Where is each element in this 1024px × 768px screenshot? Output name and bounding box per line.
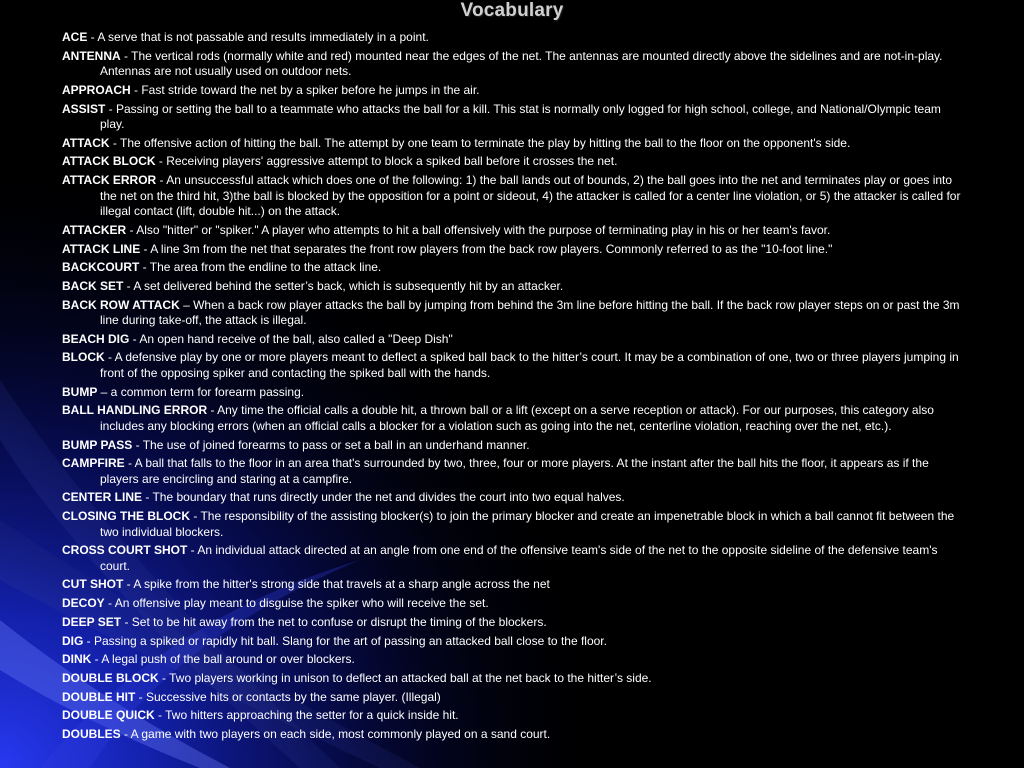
term-name: BEACH DIG: [62, 331, 130, 346]
vocabulary-item: [62, 350, 962, 381]
vocabulary-item: [62, 332, 962, 348]
vocabulary-item: [62, 279, 962, 295]
vocabulary-item: [62, 596, 962, 612]
term-name: ACE: [62, 30, 88, 44]
term-name: DOUBLE HIT: [62, 689, 136, 704]
term-name: BUMP: [62, 384, 98, 399]
term-definition: – a common term for forearm passing.: [97, 384, 305, 399]
vocabulary-item: [62, 490, 962, 506]
term-definition: - Two players working in unison to deflect an attacked ball at the net back to the hitter’s side.: [158, 670, 652, 685]
vocabulary-item: [62, 49, 962, 80]
term-name: ATTACK LINE: [62, 241, 141, 256]
term-definition: - The responsibility of the assisting blocker(s) to join the primary blocker and create an impenetrable block in which a ball cannot fit between the two individual blockers.: [100, 509, 955, 539]
term-definition: - Set to be hit away from the net to confuse or disrupt the timing of the blockers.: [121, 614, 547, 629]
term-definition: - Successive hits or contacts by the same player. (Illegal): [135, 689, 441, 704]
term-definition: - A serve that is not passable and results immediately in a point.: [87, 30, 429, 44]
vocabulary-item: [62, 242, 962, 258]
term-definition: - The area from the endline to the attack line.: [139, 260, 382, 275]
term-definition: – When a back row player attacks the ball by jumping from behind the 3m line before hitting the ball. If the back row player steps on or past the 3m line during take-off, the attack is illegal.: [100, 297, 960, 328]
vocabulary-item: [62, 30, 962, 46]
term-name: DINK: [62, 652, 92, 667]
term-definition: - A defensive play by one or more players meant to deflect a spiked ball back to the hitter’s court. It may be a combination of one, two or three players jumping in front of the opposing spiker and contacting the spiked ball with the hands.: [100, 350, 959, 380]
term-name: DOUBLE BLOCK: [62, 670, 159, 685]
term-name: CAMPFIRE: [62, 456, 125, 471]
vocabulary-list: [62, 30, 962, 746]
vocabulary-item: [62, 708, 962, 724]
term-name: BLOCK: [62, 350, 105, 365]
vocabulary-item: [62, 260, 962, 276]
vocabulary-item: [62, 403, 962, 434]
term-definition: - Any time the official calls a double hit, a thrown ball or a lift (except on a serve reception or attack). For our purposes, this category also includes any blocking errors (when an official calls a blocker for a violation such as going into the net, centerline violation, reaching over the net, etc.).: [100, 403, 934, 433]
vocabulary-item: [62, 615, 962, 631]
vocabulary-item: [62, 727, 962, 743]
term-name: CROSS COURT SHOT: [62, 543, 188, 558]
vocabulary-item: [62, 543, 962, 574]
term-name: ASSIST: [62, 101, 106, 116]
vocabulary-item: [62, 298, 962, 329]
vocabulary-item: [62, 577, 962, 593]
vocabulary-item: [62, 385, 962, 401]
slide-title: Vocabulary: [460, 0, 564, 21]
term-definition: - A line 3m from the net that separates the front row players from the back row players. Commonly referred to as the "10-foot line.": [140, 241, 833, 256]
term-name: DEEP SET: [62, 614, 122, 629]
term-definition: - The boundary that runs directly under the net and divides the court into two equal halves.: [142, 490, 625, 505]
term-name: ATTACKER: [62, 222, 127, 237]
vocabulary-item: [62, 173, 962, 220]
term-name: DECOY: [62, 596, 105, 611]
term-name: CLOSING THE BLOCK: [62, 509, 190, 524]
term-name: DOUBLE QUICK: [62, 708, 155, 723]
term-definition: - Two hitters approaching the setter for a quick inside hit.: [154, 708, 459, 723]
vocabulary-item: [62, 83, 962, 99]
vocabulary-item: [62, 456, 962, 487]
term-definition: - The vertical rods (normally white and red) mounted near the edges of the net. The antennas are mounted directly above the sidelines and are not-in-play. Antennas are not usually used on outdoor nets.: [100, 48, 943, 79]
term-name: BACK ROW ATTACK: [62, 297, 180, 312]
term-name: ATTACK: [62, 135, 110, 150]
vocabulary-item: [62, 634, 962, 650]
vocabulary-item: [62, 102, 962, 133]
term-definition: - A spike from the hitter's strong side that travels at a sharp angle across the net: [123, 577, 550, 592]
vocabulary-item: [62, 671, 962, 687]
term-definition: - Also "hitter" or "spiker." A player who attempts to hit a ball offensively with the purpose of terminating play in his or her team's favor.: [126, 222, 831, 237]
term-definition: - Passing a spiked or rapidly hit ball. Slang for the art of passing an attacked ball close to the floor.: [83, 633, 607, 648]
vocabulary-item: [62, 154, 962, 170]
term-definition: - A ball that falls to the floor in an area that's surrounded by two, three, four or more players. At the instant after the ball hits the floor, it appears as if the players are encircling and staring at a campfire.: [100, 456, 929, 486]
term-name: BACKCOURT: [62, 260, 140, 275]
term-definition: - Fast stride toward the net by a spiker before he jumps in the air.: [130, 82, 480, 97]
term-name: DIG: [62, 633, 84, 648]
vocabulary-item: [62, 136, 962, 152]
term-definition: - An unsuccessful attack which does one of the following: 1) the ball lands out of bounds, 2) the ball goes into the net and terminates play or goes into the net on the third hit, 3)the ball is blocked by the opposition for a point or sideout, 4) the attacker is called for a center line violation, or 5) the attacker is called for illegal contact (lift, double hit...) on the attack.: [100, 173, 961, 219]
term-definition: - A game with two players on each side, most commonly played on a sand court.: [120, 726, 551, 741]
term-name: DOUBLES: [62, 726, 121, 741]
term-name: BALL HANDLING ERROR: [62, 403, 208, 418]
term-definition: - The offensive action of hitting the ball. The attempt by one team to terminate the play by hitting the ball to the floor on the opponent's side.: [109, 135, 851, 150]
term-definition: - An individual attack directed at an angle from one end of the offensive team's side of the net to the opposite sideline of the defensive team's court.: [100, 543, 938, 573]
term-definition: - An open hand receive of the ball, also called a "Deep Dish": [129, 331, 453, 346]
term-name: ATTACK ERROR: [62, 173, 157, 188]
term-definition: - The use of joined forearms to pass or set a ball in an underhand manner.: [132, 437, 530, 452]
term-definition: - Receiving players' aggressive attempt to block a spiked ball before it crosses the net.: [155, 154, 618, 169]
term-name: BUMP PASS: [62, 437, 133, 452]
term-definition: - A set delivered behind the setter’s back, which is subsequently hit by an attacker.: [123, 278, 564, 293]
term-name: CENTER LINE: [62, 490, 143, 505]
term-name: APPROACH: [62, 82, 131, 97]
term-definition: - A legal push of the ball around or over blockers.: [91, 652, 355, 667]
vocabulary-item: [62, 438, 962, 454]
vocabulary-item: [62, 223, 962, 239]
term-definition: - Passing or setting the ball to a teammate who attacks the ball for a kill. This stat is normally only logged for high school, college, and National/Olympic team play.: [100, 101, 941, 132]
term-definition: - An offensive play meant to disguise the spiker who will receive the set.: [104, 596, 489, 611]
vocabulary-item: [62, 690, 962, 706]
term-name: ATTACK BLOCK: [62, 154, 156, 169]
term-name: BACK SET: [62, 278, 124, 293]
vocabulary-item: [62, 652, 962, 668]
vocabulary-item: [62, 509, 962, 540]
term-name: CUT SHOT: [62, 577, 124, 592]
term-name: ANTENNA: [62, 48, 121, 63]
